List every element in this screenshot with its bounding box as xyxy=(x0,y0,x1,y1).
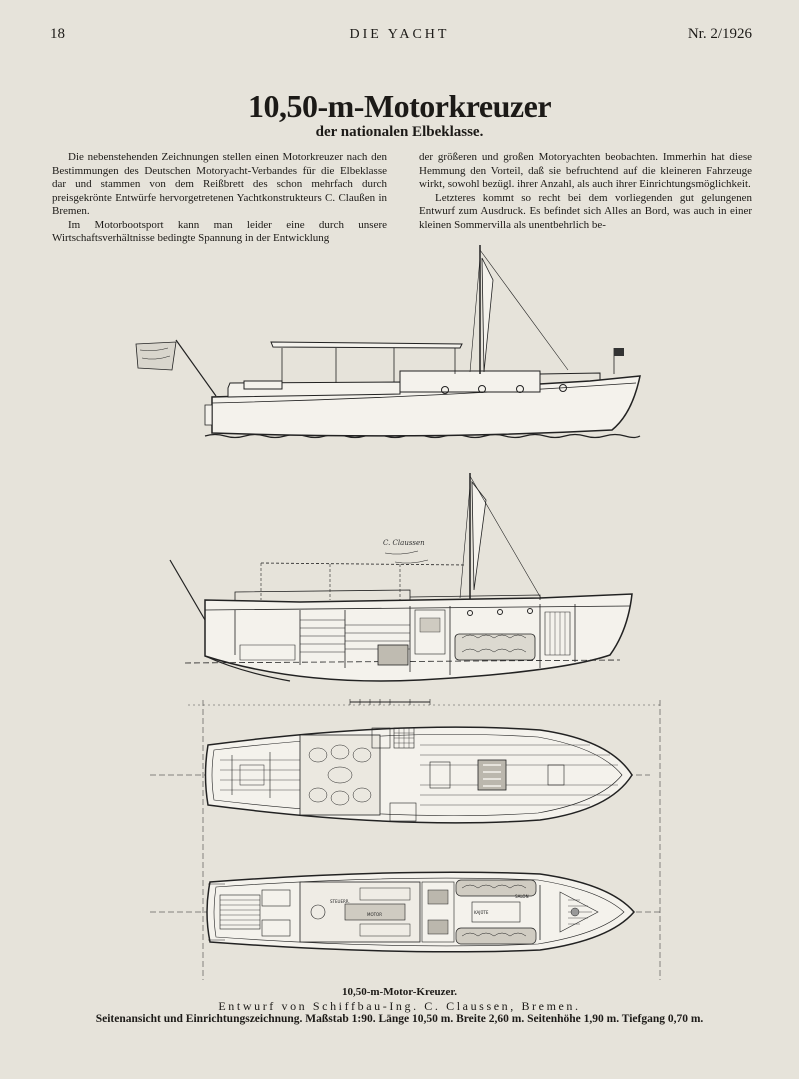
text-column-left xyxy=(52,151,387,246)
plan-label: KAJÜTE xyxy=(474,910,489,915)
plan-label: SALON xyxy=(515,894,529,899)
designer-signature: C. Claussen xyxy=(383,539,425,547)
plan-label: STEUERR. xyxy=(330,899,350,904)
deck-plan xyxy=(150,727,650,823)
paragraph: Im Motorbootsport kann man leider eine durch unsere Wirtschaftsverhältnisse bedingte Spannung in der Entwicklung xyxy=(52,218,387,244)
page-number: 18 xyxy=(50,26,65,42)
figure-caption-title: 10,50-m-Motor-Kreuzer. xyxy=(341,986,458,998)
paragraph: Letzteres kommt so recht bei dem vorliegenden gut gelungenen Entwurf zum Ausdruck. Es befindet sich Alles an Bord, was auch in einer kleinen Sommervilla als unentbehrlich be- xyxy=(419,191,752,231)
issue-number: Nr. 2/1926 xyxy=(687,26,752,42)
article-title: 10,50-m-Motorkreuzer xyxy=(247,88,552,124)
accommodation-plan xyxy=(150,872,660,952)
paragraph: der größeren und großen Motoryachten beobachten. Immerhin hat diese Hemmung den Vorteil, daß sie befruchtend auf die kleineren Fahrzeuge wirkt, sowohl bezügl. ihrer Anzahl, als auch ihrer Einrichtungsmöglichkeit. xyxy=(419,151,752,190)
figure-caption-author: Entwurf von Schiffbau-Ing. C. Claussen, Bremen. xyxy=(218,999,581,1013)
article-subtitle: der nationalen Elbeklasse. xyxy=(315,124,484,140)
magazine-title: DIE YACHT xyxy=(349,27,450,42)
plan-label: MOTOR xyxy=(367,912,382,917)
boat-drawings xyxy=(0,240,799,982)
figure-caption-specs: Seitenansicht und Einrichtungszeichnung. Maßstab 1:90. Länge 10,50 m. Breite 2,60 m. Seitenhöhe 1,90 m. Tiefgang 0,70 m. xyxy=(95,1013,704,1025)
text-column-right xyxy=(419,151,752,232)
paragraph: Die nebenstehenden Zeichnungen stellen einen Motorkreuzer nach den Bestimmungen des Deutschen Motoryacht-Verbandes für die Elbeklasse dar und stammen von dem Reißbrett des schon mehrfach durch preisgekrönte Entwürfe hervorgetretenen Yachtkonstrukteurs C. Claußen in Bremen. xyxy=(52,151,387,217)
side-elevation xyxy=(136,245,640,438)
running-head xyxy=(0,26,799,46)
